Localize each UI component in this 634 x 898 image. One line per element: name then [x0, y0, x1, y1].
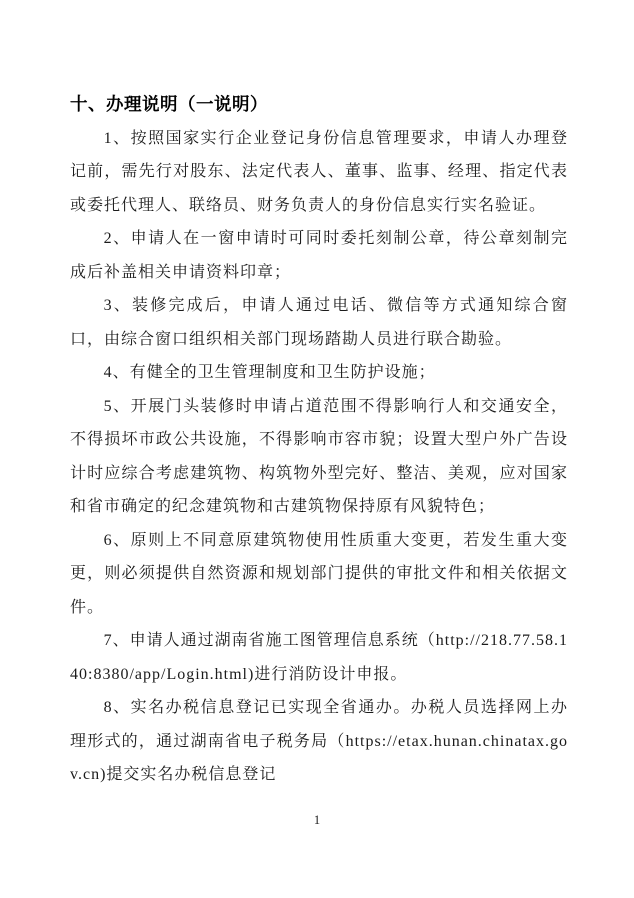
- paragraph-3: 3、装修完成后，申请人通过电话、微信等方式通知综合窗口，由综合窗口组织相关部门现场踏勘人员进行联合勘验。: [70, 297, 568, 348]
- page-number: 1: [313, 813, 321, 827]
- document-body: [70, 88, 568, 792]
- paragraph-4: 4、有健全的卫生管理制度和卫生防护设施；: [103, 364, 436, 381]
- paragraph-6: 6、原则上不同意原建筑物使用性质重大变更，若发生重大变更，则必须提供自然资源和规划部门提供的审批文件和相关依据文件。: [70, 531, 568, 616]
- paragraph-7: 7、申请人通过湖南省施工图管理信息系统（http://218.77.58.140:8380/app/Login.html)进行消防设计申报。: [70, 632, 568, 683]
- paragraph-2: 2、申请人在一窗申请时可同时委托刻制公章，待公章刻制完成后补盖相关申请资料印章；: [70, 230, 568, 281]
- document-heading: 十、办理说明（一说明）: [70, 94, 268, 114]
- paragraph-5: 5、开展门头装修时申请占道范围不得影响行人和交通安全，不得损坏市政公共设施，不得影响市容市貌；设置大型户外广告设计时应综合考虑建筑物、构筑物外型完好、整洁、美观，应对国家和省市确定的纪念建筑物和古建筑物保持原有风貌特色；: [70, 397, 568, 515]
- paragraph-8: 8、实名办税信息登记已实现全省通办。办税人员选择网上办理形式的，通过湖南省电子税务局（https://etax.hunan.chinatax.gov.cn)提交实名办税信息登记: [70, 699, 568, 783]
- paragraph-1: 1、按照国家实行企业登记身份信息管理要求，申请人办理登记前，需先行对股东、法定代表人、董事、监事、经理、指定代表或委托代理人、联络员、财务负责人的身份信息实行实名验证。: [70, 129, 568, 214]
